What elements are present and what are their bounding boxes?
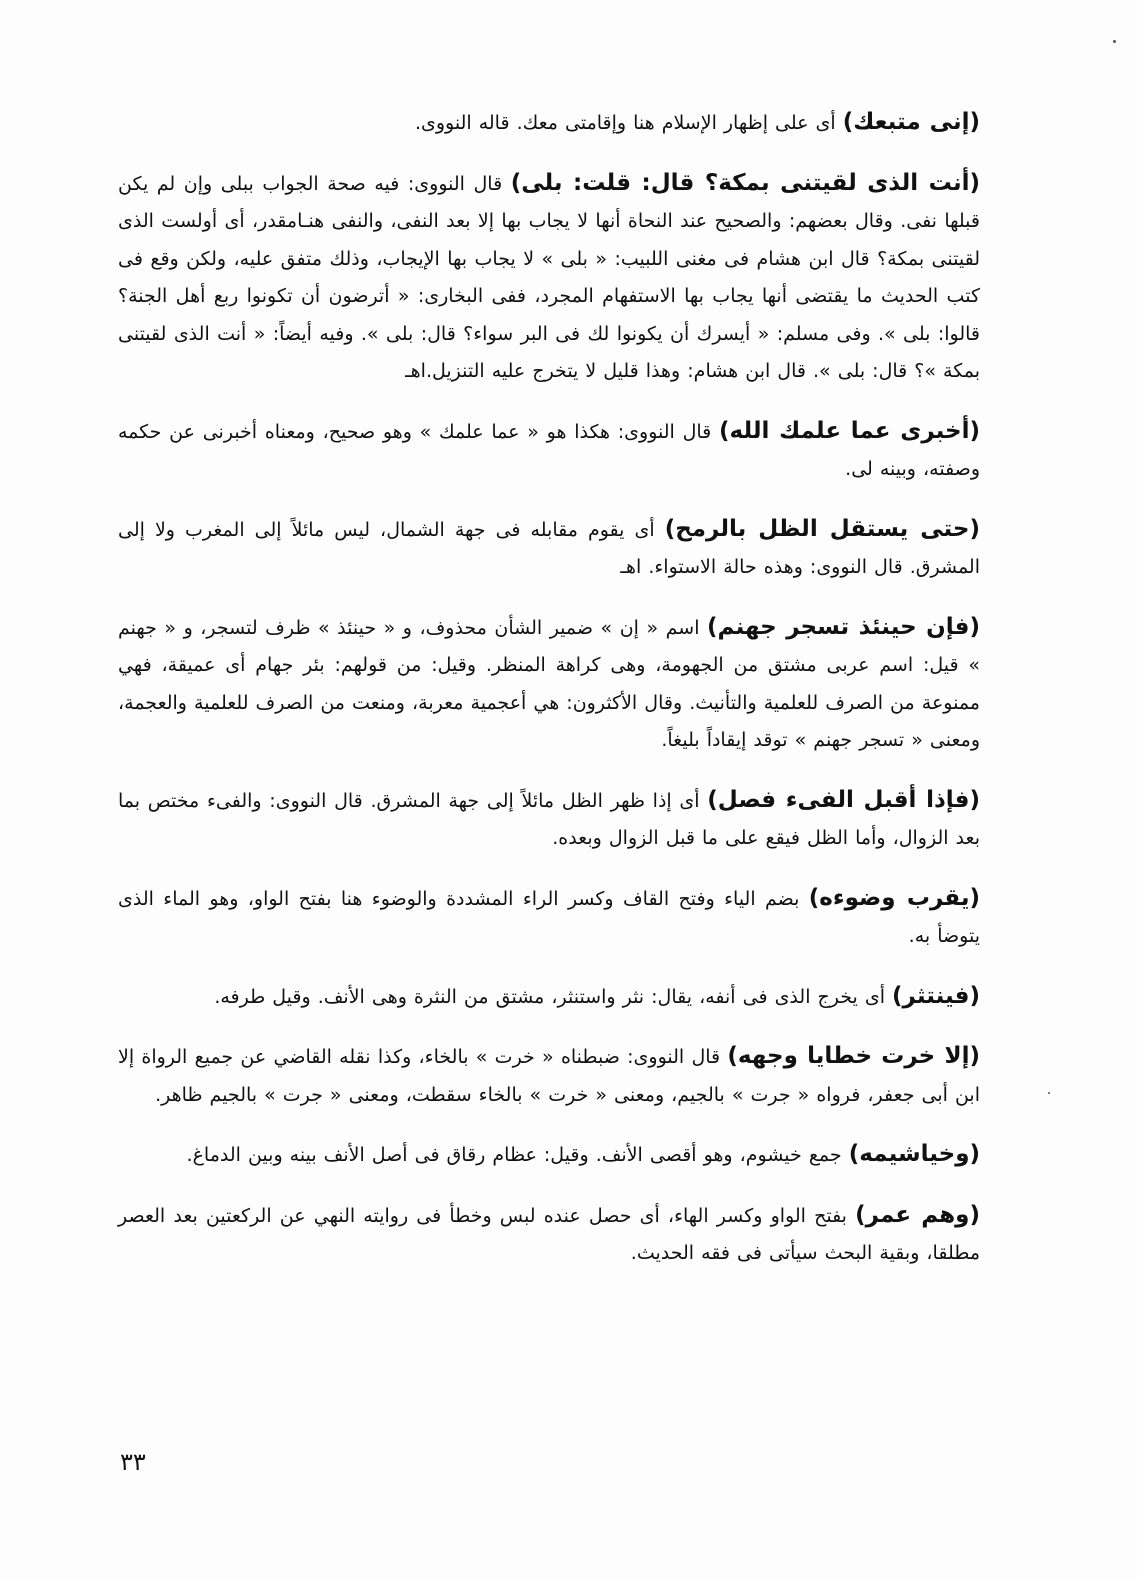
entry (118, 413, 980, 489)
entry (118, 880, 980, 956)
entry-term: (يقرب وضوءه) (808, 884, 981, 911)
entry-body: بضم الياء وفتح القاف وكسر الراء المشددة والوضوء هنا بفتح الواو، وهو الماء الذى يتوضأ به. (118, 887, 980, 947)
entry (118, 511, 980, 587)
scan-speck (1048, 1092, 1050, 1094)
entry-body: أى على إظهار الإسلام هنا وإقامتى معك. قاله النووى. (414, 112, 843, 134)
commentary-text (118, 104, 980, 1295)
entry-term: (فينتثر) (892, 982, 980, 1009)
entry (118, 165, 980, 391)
page-number: ٣٣ (120, 1448, 146, 1476)
entry-term: (إنى متبعك) (842, 109, 980, 135)
entry (118, 1038, 980, 1114)
entry-body: قال النووى: ضبطناه « خرت » بالخاء، وكذا نقله القاضي عن جميع الرواة إلا ابن أبى جعفر، فرواه « جرت » بالجيم، ومعنى « خرت » بالخاء سقطت، ومعنى « جرت » بالجيم ظاهر. (118, 1046, 980, 1106)
entry-term: (فإذا أقبل الفىء فصل) (707, 786, 980, 813)
entry (118, 609, 980, 760)
entry-body: قال النووى: فيه صحة الجواب ببلى وإن لم يكن قبلها نفى. وقال بعضهم: والصحيح عند النحاة أنها لا يجاب بها إلا بعد النفى، والنفى هنـامقدر، أى أولست الذى لقيتنى بمكة؟ قال ابن هشام فى مغنى اللبيب: « بلى » لا يجاب بها الإيجاب، وذلك متفق عليه، ولكن وقع فى كتب الحديث ما يقتضى أنها يجاب بها الاستفهام المجرد، ففى البخارى: « أترضون أن تكونوا ربع أهل الجنة؟ قالوا: بلى ». وفى مسلم: « أيسرك أن يكونوا لك فى البر سواء؟ قال: بلى ». وفيه أيضاً: « أنت الذى لقيتنى بمكة »؟ قال: بلى ». قال ابن هشام: وهذا قليل لا يتخرج عليه التنزيل.اهـ (118, 172, 980, 382)
entry-body: أى يخرج الذى فى أنفه، يقال: نثر واستنثر، مشتق من النثرة وهى الأنف. وقيل طرفه. (214, 985, 893, 1008)
entry-body: أى إذا ظهر الظل مائلاً إلى جهة المشرق. قال النووى: والفىء مختص بما بعد الزوال، وأما الظل فيقع على ما قبل الزوال وبعده. (118, 789, 980, 849)
entry-body: اسم « إن » ضمير الشأن محذوف، و « حينئذ » ظرف لتسجر، و « جهنم » قيل: اسم عربى مشتق من الجهومة، وهى كراهة المنظر. وقيل: من قولهم: بئر جهام أى عميقة، فهي ممنوعة من الصرف للعلمية والتأنيث. وقال الأكثرون: هي أعجمية معربة، ومنعت من الصرف للعلمية والعجمة، ومعنى « تسجر جهنم » توقد إيقاداً بليغاً. (118, 616, 980, 751)
entry-term: (فإن حينئذ تسجر جهنم) (707, 613, 980, 640)
entry (118, 1197, 980, 1273)
entry-term: (أنت الذى لقيتنى بمكة؟ قال: قلت: بلى) (510, 169, 980, 196)
entry-term: (أخبرى عما علمك الله) (719, 417, 980, 444)
entry (118, 104, 980, 143)
entry-body: قال النووى: هكذا هو « عما علمك » وهو صحيح، ومعناه أخبرنى عن حكمه وصفته، وبينه لى. (118, 420, 980, 480)
entry (118, 1136, 980, 1175)
entry-term: (وهم عمر) (855, 1201, 980, 1228)
entry (118, 978, 980, 1017)
entry-body: جمع خيشوم، وهو أقصى الأنف. وقيل: عظام رقاق فى أصل الأنف بينه وبين الدماغ. (186, 1144, 849, 1166)
scan-speck (1113, 40, 1116, 43)
entry-term: (إلا خرت خطايا وجهه) (727, 1043, 980, 1069)
entry-term: (وخياشيمه) (848, 1141, 980, 1167)
entry (118, 782, 980, 858)
entry-body: بفتح الواو وكسر الهاء، أى حصل عنده لبس وخطأ فى روايته النهي عن الركعتين بعد العصر مطلقا، وبقية البحث سيأتى فى فقه الحديث. (118, 1204, 980, 1264)
entry-body: أى يقوم مقابله فى جهة الشمال، ليس مائلاً إلى المغرب ولا إلى المشرق. قال النووى: وهذه حالة الاستواء. اهـ (118, 518, 980, 578)
entry-term: (حتى يستقل الظل بالرمح) (664, 515, 981, 542)
